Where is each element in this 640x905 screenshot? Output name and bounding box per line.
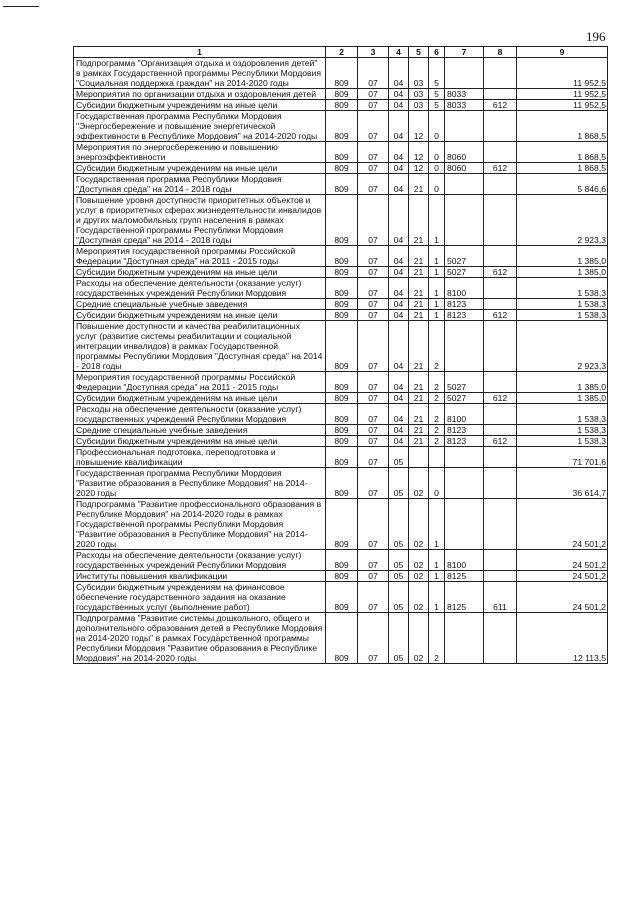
subprogram-code-cell: 1 bbox=[429, 195, 445, 246]
section-code-cell: 07 bbox=[358, 550, 389, 571]
program-code-cell: 02 bbox=[409, 571, 429, 582]
target-article-cell bbox=[445, 195, 484, 246]
section-code-cell: 07 bbox=[358, 89, 389, 100]
section-code-cell: 07 bbox=[358, 613, 389, 664]
expense-type-cell: 612 bbox=[484, 393, 517, 404]
subsection-code-cell: 05 bbox=[389, 613, 409, 664]
amount-cell: 1 538,3 bbox=[517, 404, 608, 425]
expense-type-cell bbox=[484, 321, 517, 372]
subsection-code-cell: 04 bbox=[389, 278, 409, 299]
table-row bbox=[74, 195, 608, 246]
subprogram-code-cell: 2 bbox=[429, 613, 445, 664]
target-article-cell bbox=[445, 468, 484, 499]
expense-type-cell bbox=[484, 404, 517, 425]
program-code-cell: 02 bbox=[409, 468, 429, 499]
amount-cell: 1 538,3 bbox=[517, 310, 608, 321]
expense-name-cell: Средние специальные учебные заведения bbox=[74, 299, 326, 310]
subprogram-code-cell: 2 bbox=[429, 393, 445, 404]
program-code-cell: 21 bbox=[409, 246, 429, 267]
expense-name-cell: Расходы на обеспечение деятельности (оказание услуг) государственных учреждений Республики Мордовия bbox=[74, 404, 326, 425]
table-row bbox=[74, 58, 608, 89]
subprogram-code-cell: 0 bbox=[429, 174, 445, 195]
target-article-cell: 8100 bbox=[445, 278, 484, 299]
target-article-cell: 8100 bbox=[445, 404, 484, 425]
expense-type-cell bbox=[484, 89, 517, 100]
table-row bbox=[74, 582, 608, 613]
amount-cell: 24 501,2 bbox=[517, 550, 608, 571]
target-article-cell bbox=[445, 111, 484, 142]
program-code-cell bbox=[409, 447, 429, 468]
page-number: 196 bbox=[586, 29, 606, 44]
section-code-cell: 07 bbox=[358, 58, 389, 89]
expense-type-cell bbox=[484, 571, 517, 582]
section-code-cell: 07 bbox=[358, 100, 389, 111]
ministry-code-cell: 809 bbox=[326, 246, 358, 267]
expense-type-cell bbox=[484, 299, 517, 310]
expense-name-cell: Государственная программа Республики Мордовия "Энергосбережение и повышение энергетической эффективности в Республике Мордовия" на 2014-2020 годы bbox=[74, 111, 326, 142]
program-code-cell: 21 bbox=[409, 436, 429, 447]
subsection-code-cell: 04 bbox=[389, 425, 409, 436]
amount-cell: 12 113,5 bbox=[517, 613, 608, 664]
expense-type-cell bbox=[484, 111, 517, 142]
amount-cell: 1 868,5 bbox=[517, 142, 608, 163]
top-rule bbox=[3, 6, 39, 7]
program-code-cell: 21 bbox=[409, 372, 429, 393]
expense-name-cell: Государственная программа Республики Мордовия "Доступная среда" на 2014 - 2018 годы bbox=[74, 174, 326, 195]
table-row bbox=[74, 499, 608, 550]
ministry-code-cell: 809 bbox=[326, 468, 358, 499]
target-article-cell: 8060 bbox=[445, 142, 484, 163]
subprogram-code-cell: 1 bbox=[429, 267, 445, 278]
target-article-cell bbox=[445, 499, 484, 550]
subprogram-code-cell: 1 bbox=[429, 310, 445, 321]
expense-type-cell bbox=[484, 58, 517, 89]
subsection-code-cell: 04 bbox=[389, 89, 409, 100]
section-code-cell: 07 bbox=[358, 163, 389, 174]
section-code-cell: 07 bbox=[358, 278, 389, 299]
ministry-code-cell: 809 bbox=[326, 142, 358, 163]
program-code-cell: 21 bbox=[409, 267, 429, 278]
ministry-code-cell: 809 bbox=[326, 174, 358, 195]
program-code-cell: 21 bbox=[409, 299, 429, 310]
amount-cell: 5 846,6 bbox=[517, 174, 608, 195]
subsection-code-cell: 05 bbox=[389, 447, 409, 468]
subsection-code-cell: 04 bbox=[389, 163, 409, 174]
section-code-cell: 07 bbox=[358, 499, 389, 550]
subsection-code-cell: 04 bbox=[389, 58, 409, 89]
target-article-cell: 8033 bbox=[445, 100, 484, 111]
amount-cell: 24 501,2 bbox=[517, 582, 608, 613]
table-row bbox=[74, 310, 608, 321]
table-row bbox=[74, 393, 608, 404]
subsection-code-cell: 04 bbox=[389, 100, 409, 111]
target-article-cell: 8123 bbox=[445, 425, 484, 436]
subsection-code-cell: 04 bbox=[389, 174, 409, 195]
subsection-code-cell: 05 bbox=[389, 468, 409, 499]
amount-cell: 2 923,3 bbox=[517, 321, 608, 372]
expense-name-cell: Подпрограмма "Развитие системы дошкольного, общего и дополнительного образования детей в Республике Мордовия на 2014-2020 годы" в рамках Государственной программы Республики Мордовия "Развитие образования в Республике Мордовия" на 2014-2020 годы bbox=[74, 613, 326, 664]
section-code-cell: 07 bbox=[358, 299, 389, 310]
table-header-row bbox=[74, 47, 608, 58]
subprogram-code-cell: 2 bbox=[429, 404, 445, 425]
expense-name-cell: Субсидии бюджетным учреждениям на иные цели bbox=[74, 310, 326, 321]
program-code-cell: 12 bbox=[409, 111, 429, 142]
amount-cell: 2 923,3 bbox=[517, 195, 608, 246]
ministry-code-cell: 809 bbox=[326, 267, 358, 278]
table-row bbox=[74, 278, 608, 299]
amount-cell: 1 538,3 bbox=[517, 299, 608, 310]
table-row bbox=[74, 550, 608, 571]
program-code-cell: 21 bbox=[409, 195, 429, 246]
program-code-cell: 21 bbox=[409, 321, 429, 372]
expense-type-cell bbox=[484, 142, 517, 163]
section-code-cell: 07 bbox=[358, 174, 389, 195]
section-code-cell: 07 bbox=[358, 310, 389, 321]
expense-type-cell: 612 bbox=[484, 310, 517, 321]
section-code-cell: 07 bbox=[358, 267, 389, 278]
target-article-cell: 5027 bbox=[445, 393, 484, 404]
ministry-code-cell: 809 bbox=[326, 436, 358, 447]
target-article-cell bbox=[445, 321, 484, 372]
section-code-cell: 07 bbox=[358, 425, 389, 436]
subsection-code-cell: 04 bbox=[389, 436, 409, 447]
ministry-code-cell: 809 bbox=[326, 195, 358, 246]
expense-name-cell: Средние специальные учебные заведения bbox=[74, 425, 326, 436]
section-code-cell: 07 bbox=[358, 321, 389, 372]
subprogram-code-cell: 1 bbox=[429, 499, 445, 550]
expense-type-cell: 612 bbox=[484, 100, 517, 111]
target-article-cell bbox=[445, 613, 484, 664]
subsection-code-cell: 04 bbox=[389, 310, 409, 321]
subprogram-code-cell: 1 bbox=[429, 278, 445, 299]
target-article-cell: 8125 bbox=[445, 571, 484, 582]
expense-name-cell: Субсидии бюджетным учреждениям на иные цели bbox=[74, 393, 326, 404]
expense-type-cell: 612 bbox=[484, 436, 517, 447]
table-row bbox=[74, 468, 608, 499]
target-article-cell: 8123 bbox=[445, 310, 484, 321]
subprogram-code-cell: 2 bbox=[429, 425, 445, 436]
ministry-code-cell: 809 bbox=[326, 571, 358, 582]
subprogram-code-cell bbox=[429, 447, 445, 468]
section-code-cell: 07 bbox=[358, 111, 389, 142]
program-code-cell: 03 bbox=[409, 100, 429, 111]
ministry-code-cell: 809 bbox=[326, 299, 358, 310]
subsection-code-cell: 04 bbox=[389, 299, 409, 310]
ministry-code-cell: 809 bbox=[326, 58, 358, 89]
expense-type-cell bbox=[484, 499, 517, 550]
expense-type-cell: 611 bbox=[484, 582, 517, 613]
expense-type-cell: 612 bbox=[484, 163, 517, 174]
subprogram-code-cell: 5 bbox=[429, 100, 445, 111]
subprogram-code-cell: 0 bbox=[429, 111, 445, 142]
section-code-cell: 07 bbox=[358, 372, 389, 393]
target-article-cell: 5027 bbox=[445, 372, 484, 393]
subprogram-code-cell: 0 bbox=[429, 163, 445, 174]
expense-name-cell: Мероприятия государственной программы Российской Федерации "Доступная среда" на 2011 - 2015 годы bbox=[74, 372, 326, 393]
header-cell: 6 bbox=[429, 47, 445, 58]
section-code-cell: 07 bbox=[358, 142, 389, 163]
expense-name-cell: Мероприятия по организации отдыха и оздоровления детей bbox=[74, 89, 326, 100]
amount-cell: 71 701,6 bbox=[517, 447, 608, 468]
target-article-cell bbox=[445, 447, 484, 468]
program-code-cell: 02 bbox=[409, 550, 429, 571]
target-article-cell: 8125 bbox=[445, 582, 484, 613]
section-code-cell: 07 bbox=[358, 404, 389, 425]
table-body bbox=[74, 58, 608, 664]
ministry-code-cell: 809 bbox=[326, 89, 358, 100]
expense-name-cell: Повышение доступности и качества реабилитационных услуг (развитие системы реабилитации и социальной интеграции инвалидов) в рамках Государственной программы Республики Мордовия "Доступная среда" на 2014 - 2018 годы bbox=[74, 321, 326, 372]
target-article-cell: 8100 bbox=[445, 550, 484, 571]
target-article-cell: 5027 bbox=[445, 246, 484, 267]
subsection-code-cell: 04 bbox=[389, 321, 409, 372]
ministry-code-cell: 809 bbox=[326, 100, 358, 111]
amount-cell: 1 868,5 bbox=[517, 111, 608, 142]
amount-cell: 1 868,5 bbox=[517, 163, 608, 174]
header-cell: 4 bbox=[389, 47, 409, 58]
table-row bbox=[74, 571, 608, 582]
target-article-cell: 5027 bbox=[445, 267, 484, 278]
table-row bbox=[74, 613, 608, 664]
amount-cell: 1 385,0 bbox=[517, 267, 608, 278]
ministry-code-cell: 809 bbox=[326, 582, 358, 613]
ministry-code-cell: 809 bbox=[326, 425, 358, 436]
ministry-code-cell: 809 bbox=[326, 404, 358, 425]
subprogram-code-cell: 2 bbox=[429, 436, 445, 447]
subsection-code-cell: 04 bbox=[389, 372, 409, 393]
target-article-cell: 8033 bbox=[445, 89, 484, 100]
expense-name-cell: Институты повышения квалификации bbox=[74, 571, 326, 582]
amount-cell: 1 385,0 bbox=[517, 372, 608, 393]
subprogram-code-cell: 0 bbox=[429, 142, 445, 163]
amount-cell: 11 952,5 bbox=[517, 58, 608, 89]
table-row bbox=[74, 425, 608, 436]
section-code-cell: 07 bbox=[358, 468, 389, 499]
header-cell: 5 bbox=[409, 47, 429, 58]
expense-name-cell: Субсидии бюджетным учреждениям на иные цели bbox=[74, 100, 326, 111]
expense-name-cell: Расходы на обеспечение деятельности (оказание услуг) государственных учреждений Республики Мордовия bbox=[74, 278, 326, 299]
section-code-cell: 07 bbox=[358, 436, 389, 447]
expense-name-cell: Субсидии бюджетным учреждениям на финансовое обеспечение государственного задания на оказание государственных услуг (выполнение работ) bbox=[74, 582, 326, 613]
expense-type-cell bbox=[484, 246, 517, 267]
subprogram-code-cell: 1 bbox=[429, 582, 445, 613]
subprogram-code-cell: 2 bbox=[429, 372, 445, 393]
table-row bbox=[74, 89, 608, 100]
expense-type-cell bbox=[484, 425, 517, 436]
budget-table bbox=[73, 46, 608, 664]
subprogram-code-cell: 1 bbox=[429, 299, 445, 310]
table-row bbox=[74, 246, 608, 267]
amount-cell: 1 385,0 bbox=[517, 393, 608, 404]
program-code-cell: 21 bbox=[409, 278, 429, 299]
ministry-code-cell: 809 bbox=[326, 550, 358, 571]
program-code-cell: 21 bbox=[409, 310, 429, 321]
ministry-code-cell: 809 bbox=[326, 163, 358, 174]
amount-cell: 36 614,7 bbox=[517, 468, 608, 499]
ministry-code-cell: 809 bbox=[326, 393, 358, 404]
subsection-code-cell: 05 bbox=[389, 571, 409, 582]
target-article-cell: 8123 bbox=[445, 299, 484, 310]
amount-cell: 11 952,5 bbox=[517, 89, 608, 100]
program-code-cell: 21 bbox=[409, 393, 429, 404]
target-article-cell bbox=[445, 58, 484, 89]
section-code-cell: 07 bbox=[358, 246, 389, 267]
subprogram-code-cell: 0 bbox=[429, 468, 445, 499]
subsection-code-cell: 04 bbox=[389, 246, 409, 267]
ministry-code-cell: 809 bbox=[326, 321, 358, 372]
section-code-cell: 07 bbox=[358, 582, 389, 613]
amount-cell: 24 501,2 bbox=[517, 499, 608, 550]
table-row bbox=[74, 372, 608, 393]
expense-name-cell: Субсидии бюджетным учреждениям на иные цели bbox=[74, 436, 326, 447]
expense-type-cell bbox=[484, 372, 517, 393]
table-row bbox=[74, 142, 608, 163]
subprogram-code-cell: 2 bbox=[429, 321, 445, 372]
program-code-cell: 12 bbox=[409, 163, 429, 174]
subprogram-code-cell: 5 bbox=[429, 58, 445, 89]
section-code-cell: 07 bbox=[358, 571, 389, 582]
subsection-code-cell: 05 bbox=[389, 499, 409, 550]
amount-cell: 1 538,3 bbox=[517, 436, 608, 447]
program-code-cell: 21 bbox=[409, 174, 429, 195]
program-code-cell: 03 bbox=[409, 58, 429, 89]
amount-cell: 1 385,0 bbox=[517, 246, 608, 267]
header-cell: 8 bbox=[484, 47, 517, 58]
subprogram-code-cell: 1 bbox=[429, 571, 445, 582]
program-code-cell: 21 bbox=[409, 425, 429, 436]
expense-name-cell: Мероприятия государственной программы Российской Федерации "Доступная среда" на 2011 - 2015 годы bbox=[74, 246, 326, 267]
ministry-code-cell: 809 bbox=[326, 613, 358, 664]
header-cell: 2 bbox=[326, 47, 358, 58]
expense-name-cell: Субсидии бюджетным учреждениям на иные цели bbox=[74, 267, 326, 278]
program-code-cell: 21 bbox=[409, 404, 429, 425]
expense-name-cell: Субсидии бюджетным учреждениям на иные цели bbox=[74, 163, 326, 174]
expense-type-cell bbox=[484, 468, 517, 499]
table-row bbox=[74, 267, 608, 278]
subsection-code-cell: 04 bbox=[389, 393, 409, 404]
expense-type-cell bbox=[484, 447, 517, 468]
amount-cell: 11 952,5 bbox=[517, 100, 608, 111]
header-cell: 9 bbox=[517, 47, 608, 58]
section-code-cell: 07 bbox=[358, 195, 389, 246]
expense-name-cell: Подпрограмма "Организация отдыха и оздоровления детей" в рамках Государственной программы Республики Мордовия "Социальная поддержка граждан" на 2014-2020 годы bbox=[74, 58, 326, 89]
subsection-code-cell: 05 bbox=[389, 550, 409, 571]
program-code-cell: 03 bbox=[409, 89, 429, 100]
expense-type-cell bbox=[484, 174, 517, 195]
target-article-cell bbox=[445, 174, 484, 195]
ministry-code-cell: 809 bbox=[326, 372, 358, 393]
expense-type-cell bbox=[484, 613, 517, 664]
ministry-code-cell: 809 bbox=[326, 278, 358, 299]
table-row bbox=[74, 299, 608, 310]
expense-type-cell bbox=[484, 195, 517, 246]
ministry-code-cell: 809 bbox=[326, 447, 358, 468]
subsection-code-cell: 04 bbox=[389, 267, 409, 278]
subsection-code-cell: 04 bbox=[389, 404, 409, 425]
expense-name-cell: Мероприятия по энергосбережению и повышению энергоэффективности bbox=[74, 142, 326, 163]
amount-cell: 1 538,3 bbox=[517, 425, 608, 436]
table-row bbox=[74, 111, 608, 142]
table-row bbox=[74, 404, 608, 425]
subprogram-code-cell: 1 bbox=[429, 246, 445, 267]
header-cell: 3 bbox=[358, 47, 389, 58]
table-row bbox=[74, 447, 608, 468]
header-cell: 1 bbox=[74, 47, 326, 58]
amount-cell: 1 538,3 bbox=[517, 278, 608, 299]
table-row bbox=[74, 163, 608, 174]
subsection-code-cell: 04 bbox=[389, 195, 409, 246]
expense-type-cell bbox=[484, 550, 517, 571]
expense-name-cell: Расходы на обеспечение деятельности (оказание услуг) государственных учреждений Республики Мордовия bbox=[74, 550, 326, 571]
subprogram-code-cell: 5 bbox=[429, 89, 445, 100]
expense-name-cell: Повышение уровня доступности приоритетных объектов и услуг в приоритетных сферах жизнедеятельности инвалидов и других маломобильных групп населения в рамках Государственной программы Республики Мордовия "Доступная среда" на 2014 - 2018 годы bbox=[74, 195, 326, 246]
table-row bbox=[74, 100, 608, 111]
ministry-code-cell: 809 bbox=[326, 111, 358, 142]
amount-cell: 24 501,2 bbox=[517, 571, 608, 582]
expense-name-cell: Профессиональная подготовка, переподготовка и повышение квалификации bbox=[74, 447, 326, 468]
expense-type-cell bbox=[484, 278, 517, 299]
target-article-cell: 8060 bbox=[445, 163, 484, 174]
program-code-cell: 02 bbox=[409, 582, 429, 613]
table-row bbox=[74, 321, 608, 372]
target-article-cell: 8123 bbox=[445, 436, 484, 447]
subsection-code-cell: 05 bbox=[389, 582, 409, 613]
program-code-cell: 12 bbox=[409, 142, 429, 163]
ministry-code-cell: 809 bbox=[326, 310, 358, 321]
subprogram-code-cell: 1 bbox=[429, 550, 445, 571]
program-code-cell: 02 bbox=[409, 499, 429, 550]
section-code-cell: 07 bbox=[358, 393, 389, 404]
header-cell: 7 bbox=[445, 47, 484, 58]
subsection-code-cell: 04 bbox=[389, 111, 409, 142]
table-row bbox=[74, 436, 608, 447]
program-code-cell: 02 bbox=[409, 613, 429, 664]
expense-name-cell: Государственная программа Республики Мордовия "Развитие образования в Республике Мордовия" на 2014-2020 годы bbox=[74, 468, 326, 499]
table-row bbox=[74, 174, 608, 195]
section-code-cell: 07 bbox=[358, 447, 389, 468]
subsection-code-cell: 04 bbox=[389, 142, 409, 163]
ministry-code-cell: 809 bbox=[326, 499, 358, 550]
expense-name-cell: Подпрограмма "Развитие профессионального образования в Республике Мордовия" на 2014-2020 годы в рамках Государственной программы Республики Мордовия "Развитие образования в Республике Мордовия" на 2014-2020 годы bbox=[74, 499, 326, 550]
expense-type-cell: 612 bbox=[484, 267, 517, 278]
